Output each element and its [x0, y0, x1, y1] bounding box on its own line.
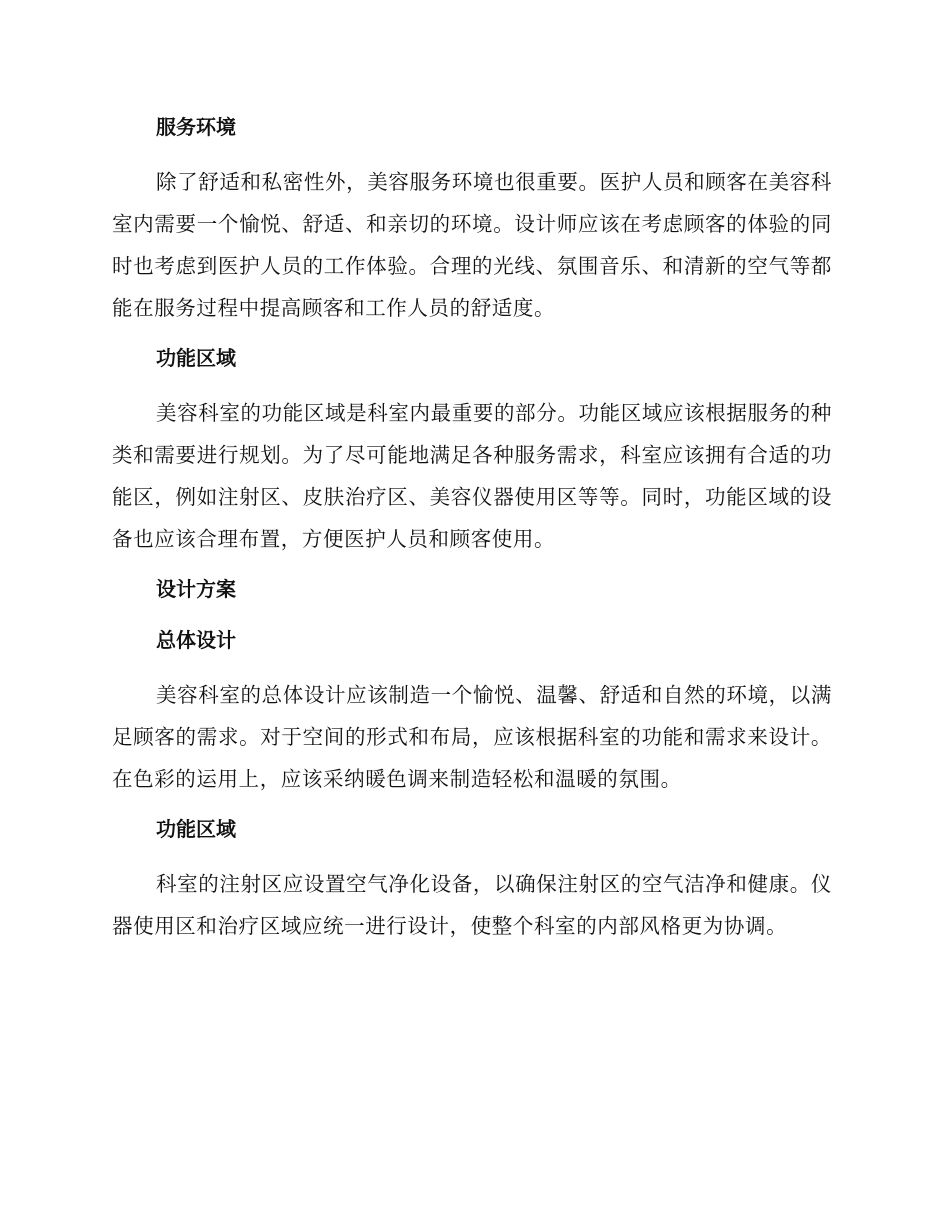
section-heading-overall-design: 总体设计: [156, 628, 236, 652]
section-heading-service-environment: 服务环境: [156, 115, 236, 139]
section-paragraph-overall-design: 美容科室的总体设计应该制造一个愉悦、温馨、舒适和自然的环境，以满足顾客的需求。对于空间的形式和布局，应该根据科室的功能和需求来设计。在色彩的运用上，应该采纳暖色调来制造轻松和温暖的氛围。: [112, 683, 832, 791]
section-paragraph-functional-areas-2: 科室的注射区应设置空气净化设备，以确保注射区的空气洁净和健康。仪器使用区和治疗区域应统一进行设计，使整个科室的内部风格更为协调。: [112, 872, 832, 938]
section-paragraph-functional-areas: 美容科室的功能区域是科室内最重要的部分。功能区域应该根据服务的种类和需要进行规划。为了尽可能地满足各种服务需求，科室应该拥有合适的功能区，例如注射区、皮肤治疗区、美容仪器使用区等等。同时，功能区域的设备也应该合理布置，方便医护人员和顾客使用。: [112, 401, 832, 551]
section-heading-functional-areas: 功能区域: [156, 346, 236, 370]
section-heading-functional-areas-2: 功能区域: [156, 817, 236, 841]
section-heading-design-plan: 设计方案: [156, 577, 236, 601]
section-paragraph-service-environment: 除了舒适和私密性外，美容服务环境也很重要。医护人员和顾客在美容科室内需要一个愉悦、舒适、和亲切的环境。设计师应该在考虑顾客的体验的同时也考虑到医护人员的工作体验。合理的光线、氛围音乐、和清新的空气等都能在服务过程中提高顾客和工作人员的舒适度。: [112, 170, 832, 320]
document-page: [112, 110, 832, 959]
